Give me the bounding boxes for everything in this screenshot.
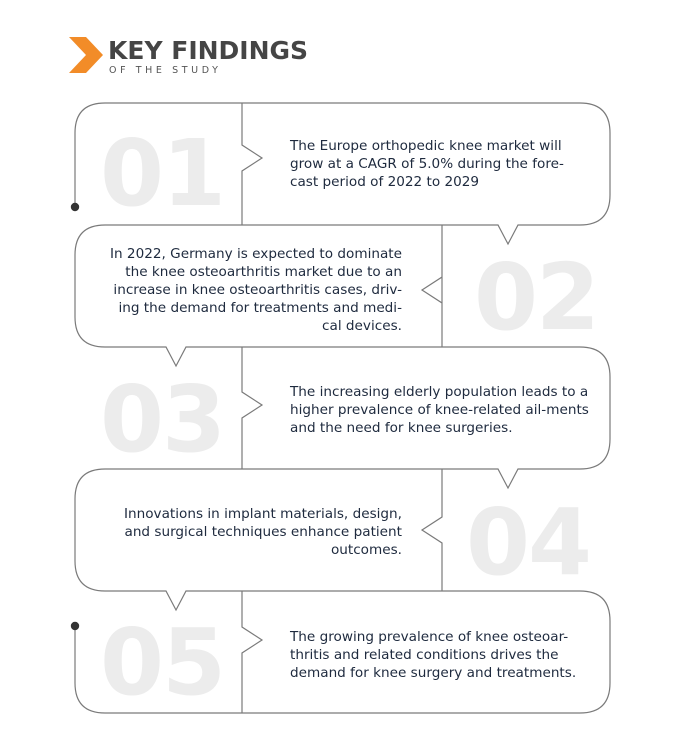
finding-text-4: Innovations in implant materials, design, and surgical techniques enhance patient outcomes. [124, 506, 402, 558]
end-dot [71, 622, 79, 630]
finding-text-1: The Europe orthopedic knee market will grow at a CAGR of 5.0% during the fore-cast period of 2022 to 2029 [290, 138, 564, 190]
page-subtitle: OF THE STUDY [109, 65, 222, 76]
finding-number-5: 05 [100, 609, 225, 716]
logo-chevron-icon [69, 37, 103, 73]
finding-number-3: 03 [100, 366, 225, 473]
finding-text-5: The growing prevalence of knee osteoar-thritis and related conditions drives the demand for knee surgery and treatments. [290, 629, 577, 681]
start-dot [71, 203, 79, 211]
finding-text-2: In 2022, Germany is expected to dominate the knee osteoarthritis market due to an increase in knee osteoarthritis cases, driv-ing the demand for treatments and medi-cal devices. [109, 246, 402, 334]
page-title: KEY FINDINGS [108, 36, 309, 65]
finding-number-4: 04 [466, 489, 591, 596]
finding-number-1: 01 [100, 120, 225, 227]
crescent-icon [217, 65, 223, 74]
finding-number-2: 02 [474, 244, 599, 351]
finding-text-3: The increasing elderly population leads to a higher prevalence of knee-related ail-ments and the need for knee surgeries. [290, 384, 589, 436]
